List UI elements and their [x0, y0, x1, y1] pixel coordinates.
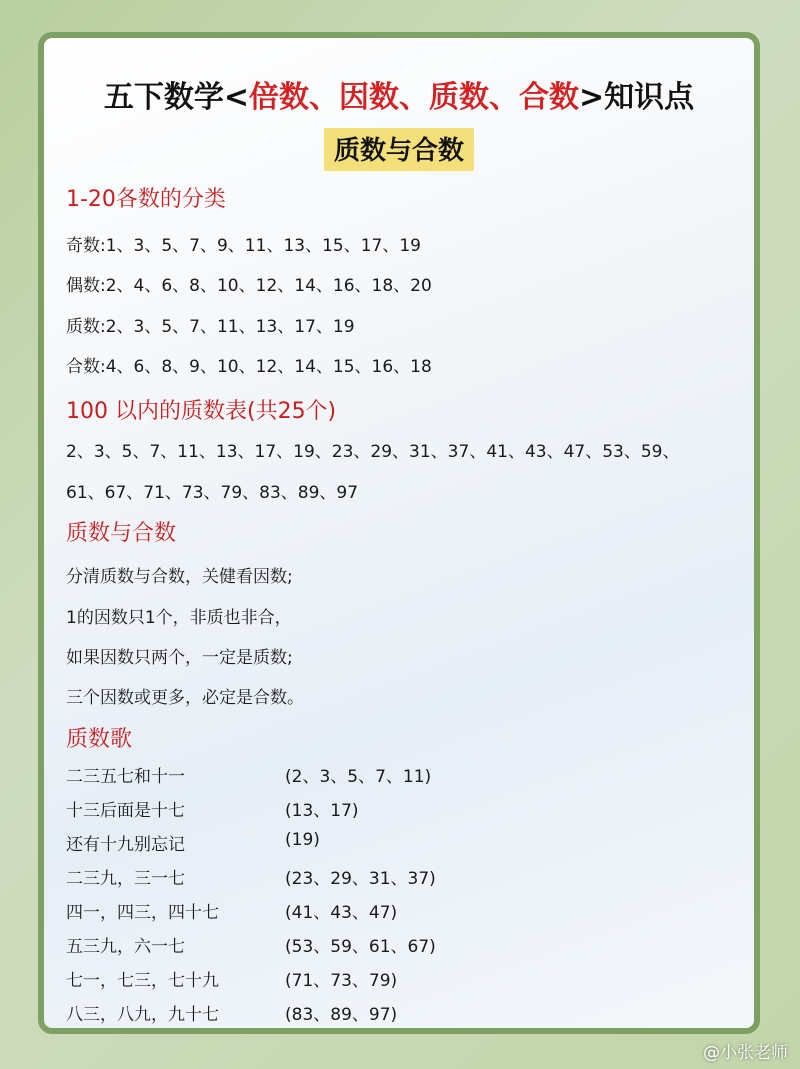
section1-heading: 1-20各数的分类 [66, 187, 226, 212]
prime-numbers-line: 质数:2、3、5、7、11、13、17、19 [66, 317, 355, 337]
knowledge-card [38, 32, 760, 1034]
song-text: 四一，四三，四十七 [66, 903, 219, 923]
section3-heading: 质数与合数 [66, 521, 177, 546]
song-numbers: (71、73、79) [285, 971, 398, 991]
section2-heading: 100 以内的质数表(共25个) [66, 399, 337, 424]
title-topic: 倍数、因数、质数、合数 [249, 80, 579, 115]
song-numbers: (2、3、5、7、11) [285, 767, 432, 787]
song-numbers: (53、59、61、67) [285, 937, 436, 957]
composite-numbers-line: 合数:4、6、8、9、10、12、14、15、16、18 [66, 357, 432, 377]
rule-line-1: 分清质数与合数，关健看因数; [66, 567, 293, 587]
prime-table-line-1: 2、3、5、7、11、13、17、19、23、29、31、37、41、43、47、53、59、 [66, 442, 680, 462]
song-text: 二三五七和十一 [66, 767, 185, 787]
song-numbers: (19) [285, 830, 320, 850]
song-text: 还有十九别忘记 [66, 835, 185, 855]
song-numbers: (13、17) [285, 801, 359, 821]
subtitle-badge: 质数与合数 [324, 128, 474, 171]
page-title [44, 72, 754, 116]
section4-heading: 质数歌 [66, 727, 133, 752]
rule-line-4: 三个因数或更多，必定是合数。 [66, 688, 304, 708]
song-text: 五三九，六一七 [66, 937, 185, 957]
title-prefix: 五下数学< [103, 80, 249, 115]
song-text: 二三九，三一七 [66, 869, 185, 889]
song-numbers: (41、43、47) [285, 903, 398, 923]
rule-line-3: 如果因数只两个，一定是质数; [66, 648, 293, 668]
author-watermark: @小张老师 [703, 1043, 788, 1063]
title-suffix: >知识点 [579, 80, 695, 115]
even-numbers-line: 偶数:2、4、6、8、10、12、14、16、18、20 [66, 276, 432, 296]
song-numbers: (83、89、97) [285, 1005, 398, 1025]
odd-numbers-line: 奇数:1、3、5、7、9、11、13、15、17、19 [66, 236, 421, 256]
song-text: 八三，八九，九十七 [66, 1005, 219, 1025]
song-numbers: (23、29、31、37) [285, 869, 436, 889]
song-text: 十三后面是十七 [66, 801, 185, 821]
prime-table-line-2: 61、67、71、73、79、83、89、97 [66, 483, 359, 503]
song-text: 七一，七三，七十九 [66, 971, 219, 991]
rule-line-2: 1的因数只1个，非质也非合， [66, 608, 292, 628]
